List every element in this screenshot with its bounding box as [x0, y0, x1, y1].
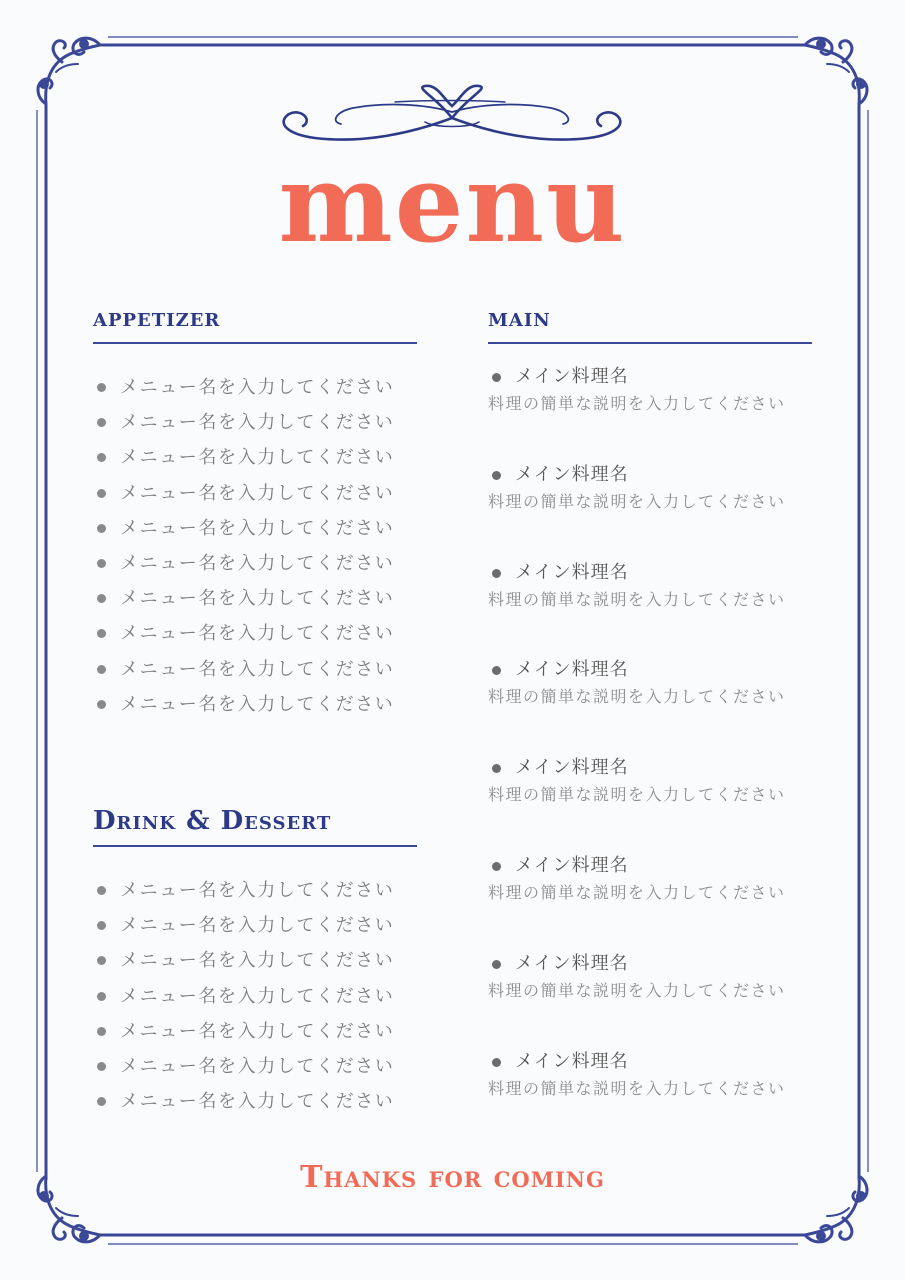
list-item: メニュー名を入力してください [93, 652, 417, 687]
main-section [488, 303, 812, 1144]
main-dish-name: メイン料理名 [488, 558, 812, 588]
list-item: メニュー名を入力してください [93, 616, 417, 651]
drink-dessert-heading: Drink & Dessert [93, 806, 417, 847]
list-item: メニュー名を入力してください [93, 687, 417, 722]
main-dish-item [488, 362, 812, 460]
main-dish-item [488, 460, 812, 558]
main-dish-name: メイン料理名 [488, 753, 812, 783]
main-dish-name: メイン料理名 [488, 362, 812, 392]
list-item: メニュー名を入力してください [93, 370, 417, 405]
main-dish-name: メイン料理名 [488, 655, 812, 685]
list-item: メニュー名を入力してください [93, 1014, 417, 1049]
main-dish-item [488, 1047, 812, 1145]
main-dish-name: メイン料理名 [488, 460, 812, 490]
main-dish-description: 料理の簡単な説明を入力してください [488, 589, 786, 609]
main-dish-description: 料理の簡単な説明を入力してください [488, 491, 786, 511]
list-item: メニュー名を入力してください [93, 979, 417, 1014]
appetizer-section [93, 303, 417, 722]
main-dish-description: 料理の簡単な説明を入力してください [488, 980, 786, 1000]
list-item: メニュー名を入力してください [93, 405, 417, 440]
list-item: メニュー名を入力してください [93, 476, 417, 511]
footer-thanks: Thanks for coming [300, 1160, 605, 1195]
appetizer-list [93, 370, 417, 722]
appetizer-heading: appetizer [93, 303, 417, 344]
main-dish-name: メイン料理名 [488, 949, 812, 979]
main-dish-description: 料理の簡単な説明を入力してください [488, 394, 786, 413]
main-dish-name: メイン料理名 [488, 851, 812, 881]
drink-dessert-list [93, 873, 417, 1119]
main-dish-description: 料理の簡単な説明を入力してください [488, 785, 786, 805]
main-dish-description: 料理の簡単な説明を入力してください [488, 1078, 786, 1098]
list-item: メニュー名を入力してください [93, 1084, 417, 1119]
main-dish-item [488, 949, 812, 1047]
main-dish-item [488, 851, 812, 949]
main-dish-name: メイン料理名 [488, 1047, 812, 1077]
list-item: メニュー名を入力してください [93, 511, 417, 546]
list-item: メニュー名を入力してください [93, 908, 417, 943]
list-item: メニュー名を入力してください [93, 440, 417, 475]
main-dish-item [488, 753, 812, 851]
main-dish-description: 料理の簡単な説明を入力してください [488, 882, 786, 902]
main-heading: main [488, 303, 812, 344]
list-item: メニュー名を入力してください [93, 1049, 417, 1084]
menu-title: menu [278, 141, 627, 267]
list-item: メニュー名を入力してください [93, 581, 417, 616]
main-list [488, 362, 812, 1144]
list-item: メニュー名を入力してください [93, 546, 417, 581]
list-item: メニュー名を入力してください [93, 943, 417, 978]
main-dish-item [488, 655, 812, 753]
drink-dessert-section [93, 806, 417, 1119]
list-item: メニュー名を入力してください [93, 873, 417, 908]
main-dish-item [488, 558, 812, 656]
main-dish-description: 料理の簡単な説明を入力してください [488, 687, 786, 707]
